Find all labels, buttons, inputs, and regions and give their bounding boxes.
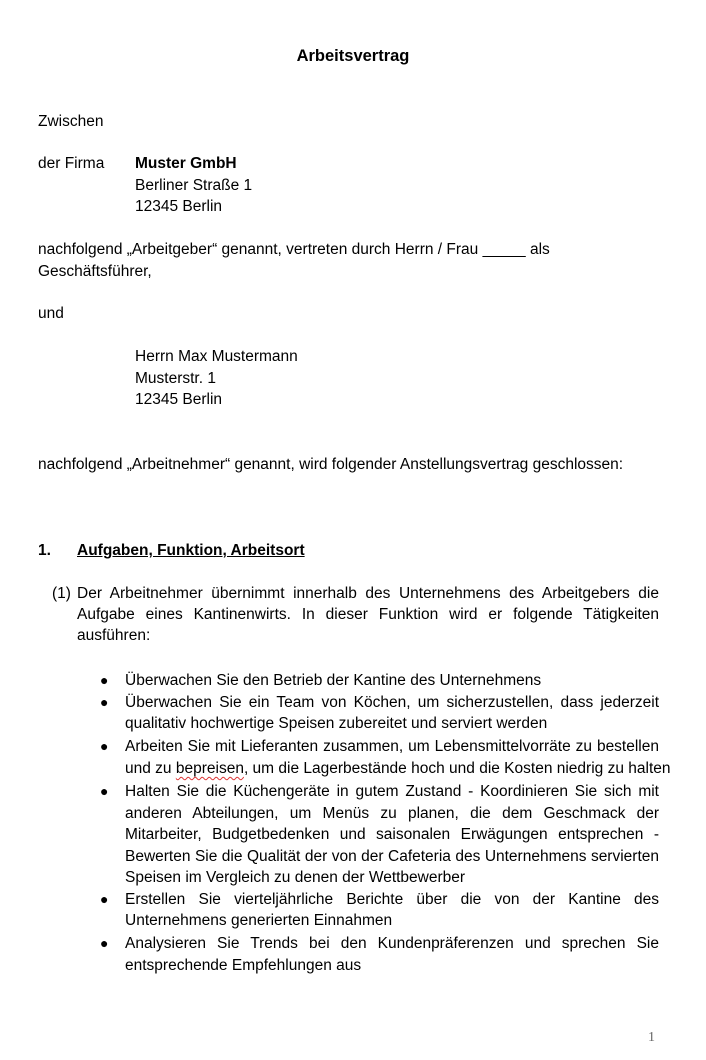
misspelled-word[interactable]: bepreisen xyxy=(175,760,244,777)
and-label: und xyxy=(38,305,64,322)
bullet-icon: ● xyxy=(100,672,109,688)
list-item-continuation: Unternehmens generierten Einnahmen xyxy=(125,912,393,929)
bullet-icon: ● xyxy=(100,738,109,754)
list-item: Überwachen Sie den Betrieb der Kantine des Unternehmens xyxy=(125,672,542,689)
paragraph-line: ausführen: xyxy=(77,627,151,644)
employer-label: der Firma xyxy=(38,155,105,172)
document-title: Arbeitsvertrag xyxy=(296,47,410,65)
employee-street: Musterstr. 1 xyxy=(135,370,216,387)
paragraph-number: (1) xyxy=(52,585,71,602)
list-item-continuation: Mitarbeiter, Budgetbedenken und saisonalen Erwägungen entsprechen - xyxy=(125,826,659,843)
employer-name: Muster GmbH xyxy=(135,155,237,172)
bullet-icon: ● xyxy=(100,891,109,907)
bullet-icon: ● xyxy=(100,783,109,799)
employer-city: 12345 Berlin xyxy=(135,198,223,215)
bullet-icon: ● xyxy=(100,694,109,710)
employer-note-line1: nachfolgend „Arbeitgeber“ genannt, vertreten durch Herrn / Frau _____ als xyxy=(38,241,550,258)
employee-name: Herrn Max Mustermann xyxy=(135,348,298,365)
page-number: 1 xyxy=(648,1030,655,1045)
list-item-continuation xyxy=(125,758,671,780)
list-item-continuation: Bewerten Sie die Qualität der von der Cafeteria des Unternehmens servierten xyxy=(125,848,659,865)
text-run: , um die Lagerbestände hoch und die Kosten niedrig zu halten xyxy=(243,760,671,777)
list-item-continuation: entsprechende Empfehlungen aus xyxy=(125,957,362,974)
list-item: Halten Sie die Küchengeräte in gutem Zustand - Koordinieren Sie sich mit xyxy=(125,783,659,800)
section-heading: Aufgaben, Funktion, Arbeitsort xyxy=(77,542,305,559)
employer-note-line2: Geschäftsführer, xyxy=(38,263,152,280)
employer-street: Berliner Straße 1 xyxy=(135,177,253,194)
list-item-continuation: anderen Abteilungen, um Menüs zu planen, die dem Geschmack der xyxy=(125,805,659,822)
list-item: Analysieren Sie Trends bei den Kundenpräferenzen und sprechen Sie xyxy=(125,935,659,952)
paragraph-line: Aufgabe eines Kantinenwirts. In dieser Funktion wird er folgende Tätigkeiten xyxy=(77,606,659,623)
list-item: Erstellen Sie vierteljährliche Berichte über die von der Kantine des xyxy=(125,891,659,908)
list-item: Arbeiten Sie mit Lieferanten zusammen, um Lebensmittelvorräte zu bestellen xyxy=(125,738,659,755)
bullet-icon: ● xyxy=(100,935,109,951)
section-number: 1. xyxy=(38,542,51,559)
list-item-continuation: qualitativ hochwertige Speisen zubereitet und serviert werden xyxy=(125,715,548,732)
employee-city: 12345 Berlin xyxy=(135,391,223,408)
between-label: Zwischen xyxy=(38,113,104,130)
paragraph-line: Der Arbeitnehmer übernimmt innerhalb des Unternehmens des Arbeitgebers die xyxy=(77,585,659,602)
text-run: und zu xyxy=(125,760,176,777)
employee-note: nachfolgend „Arbeitnehmer“ genannt, wird folgender Anstellungsvertrag geschlossen: xyxy=(38,456,624,473)
list-item: Überwachen Sie ein Team von Köchen, um sicherzustellen, dass jederzeit xyxy=(125,694,659,711)
list-item-continuation: Speisen im Vergleich zu denen der Wettbewerber xyxy=(125,869,466,886)
